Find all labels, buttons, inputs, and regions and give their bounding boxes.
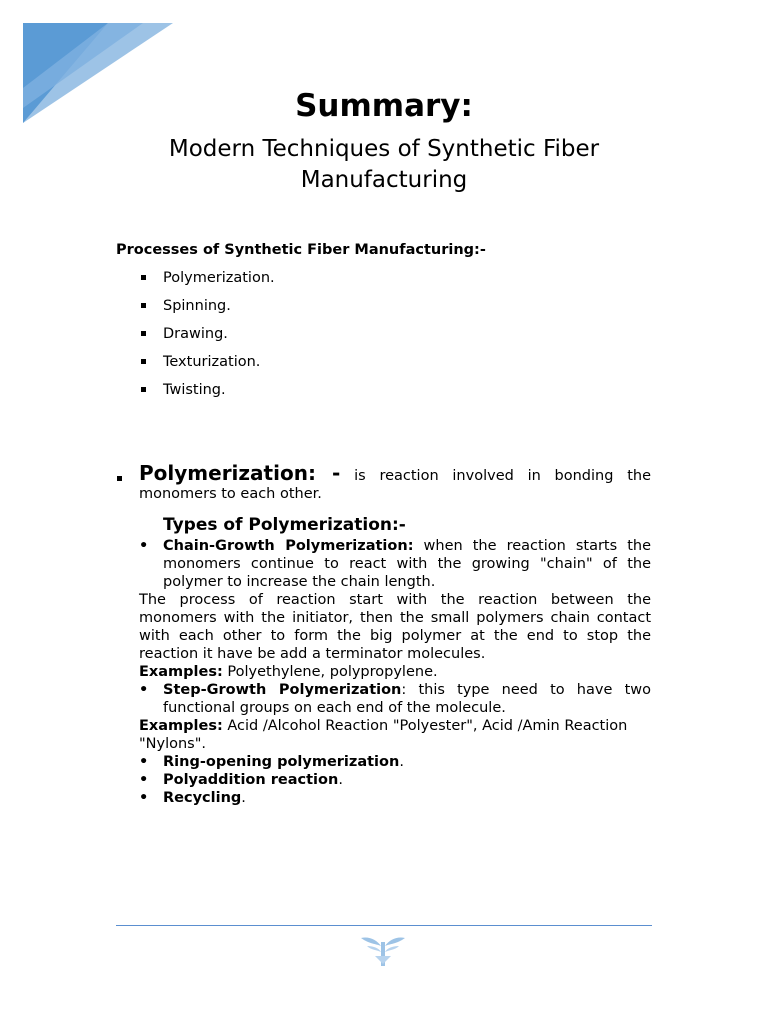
square-bullet-icon: [141, 275, 146, 280]
bullet-icon: •: [139, 790, 149, 806]
polymerization-description: is reaction involved in bonding the monomers to each other.: [139, 468, 651, 502]
page-title: Summary:: [295, 88, 473, 124]
list-item-suffix: .: [338, 772, 343, 788]
chain-growth-term: Chain-Growth Polymerization:: [163, 538, 414, 554]
footer-divider: [116, 925, 652, 926]
list-item: Drawing.: [138, 324, 275, 352]
processes-list: [138, 268, 275, 408]
bullet-icon: •: [139, 754, 149, 770]
step-growth-item: [139, 681, 651, 717]
square-bullet-icon: [141, 359, 146, 364]
step-growth-text: : this type need to have two functional groups on each end of the molecule.: [163, 682, 651, 716]
list-item-term: Ring-opening polymerization: [163, 754, 400, 770]
list-item: [139, 789, 651, 807]
examples-label: Examples:: [139, 664, 223, 680]
list-item: Twisting.: [138, 380, 275, 408]
examples-text: Acid /Alcohol Reaction "Polyester", Acid /Amin Reaction "Nylons".: [139, 718, 628, 752]
list-item-suffix: .: [399, 754, 404, 770]
examples-1: [139, 663, 651, 681]
square-bullet-icon: [141, 331, 146, 336]
square-bullet-icon: [117, 476, 122, 481]
footer-logo-icon: [359, 934, 407, 968]
list-item-term: Recycling: [163, 790, 242, 806]
types-heading: Types of Polymerization:-: [163, 515, 406, 535]
polymerization-intro: [139, 461, 651, 503]
square-bullet-icon: [141, 303, 146, 308]
examples-label: Examples:: [139, 718, 223, 734]
polymerization-title: Polymerization: -: [139, 461, 341, 485]
list-item: Polymerization.: [138, 268, 275, 296]
bullet-icon: •: [139, 538, 149, 554]
page-subtitle: Modern Techniques of Synthetic Fiber Manufacturing: [168, 136, 600, 193]
list-item: Spinning.: [138, 296, 275, 324]
list-item: [139, 753, 651, 771]
chain-growth-text: when the reaction starts the monomers continue to react with the growing "chain" of the polymer to increase the chain length.: [163, 538, 651, 590]
chain-growth-item: [139, 537, 651, 591]
list-item: [139, 771, 651, 789]
square-bullet-icon: [141, 387, 146, 392]
step-growth-term: Step-Growth Polymerization: [163, 682, 402, 698]
bullet-icon: •: [139, 682, 149, 698]
list-item-suffix: .: [241, 790, 246, 806]
bullet-icon: •: [139, 772, 149, 788]
processes-heading: Processes of Synthetic Fiber Manufacturing:-: [116, 242, 486, 258]
process-paragraph: The process of reaction start with the reaction between the monomers with the initiator, then the small polymers chain contact with each other to form the big polymer at the end to stop the reaction it have be add a terminator molecules.: [139, 592, 651, 662]
list-item-term: Polyaddition reaction: [163, 772, 339, 788]
examples-text: Polyethylene, polypropylene.: [222, 664, 438, 680]
list-item: Texturization.: [138, 352, 275, 380]
examples-2: [139, 717, 651, 753]
polymerization-section: [139, 461, 651, 807]
